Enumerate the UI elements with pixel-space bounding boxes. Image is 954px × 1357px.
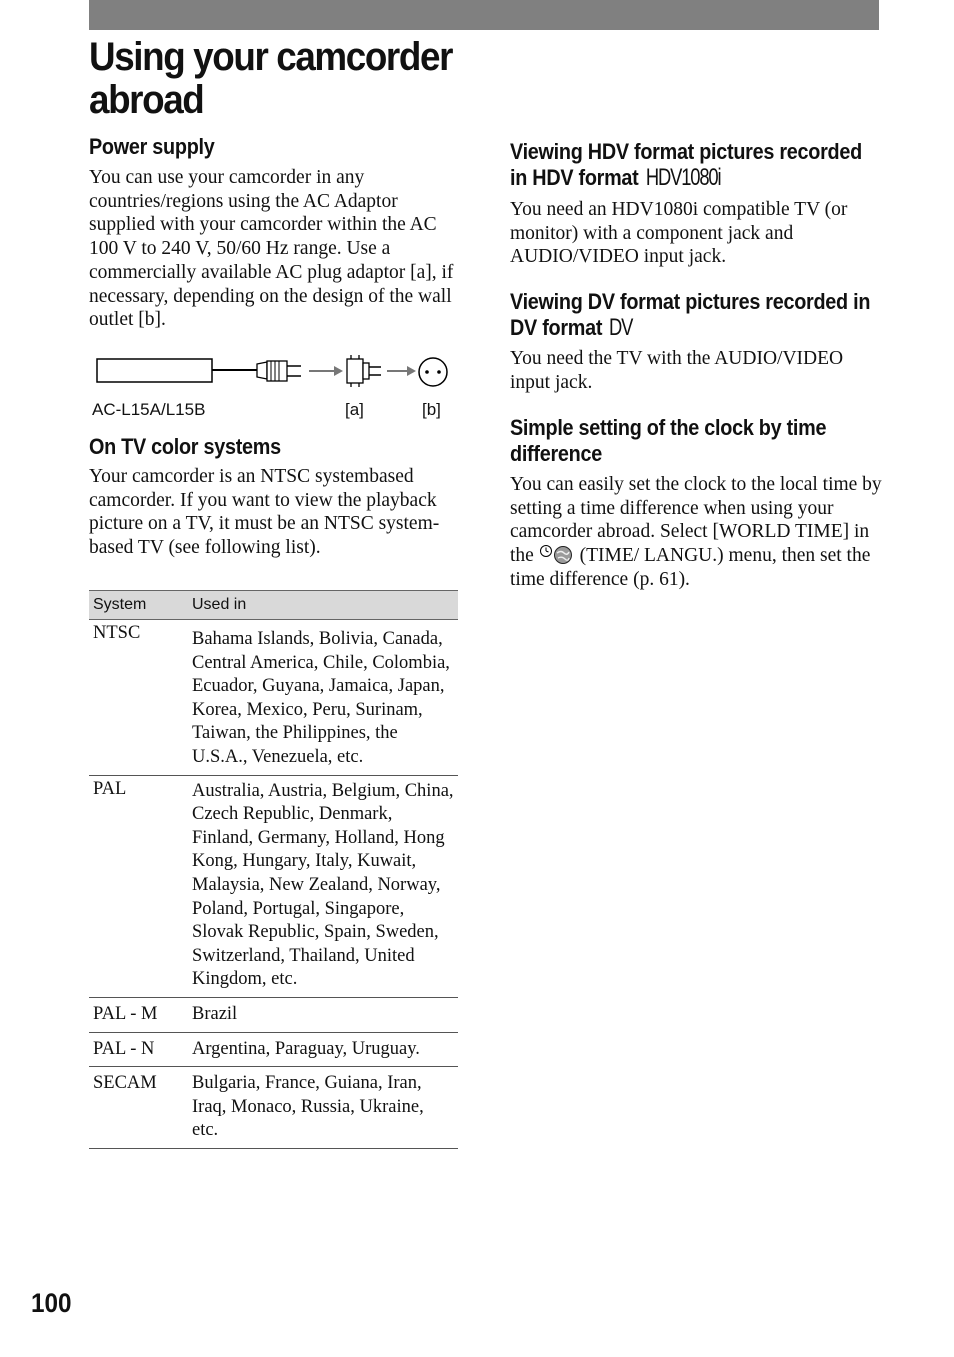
table-row <box>89 1032 458 1067</box>
power-supply-text: You can use your camcorder in any countries/regions using the AC Adaptor supplied with your camcorder within the AC 100 V to 240 V, 50/60 Hz range. Use a commercially available AC plug adaptor [a], if necessary, depending on the design of the wall outlet [b]. <box>89 167 454 331</box>
header-bar <box>89 0 879 30</box>
table-row <box>89 997 458 1032</box>
table-header-row <box>89 591 458 620</box>
clock-heading: Simple setting of the clock by time difference <box>510 415 827 466</box>
label-a: [a] <box>345 400 364 419</box>
hdv-text: You need an HDV1080i compatible TV (or monitor) with a component jack and AUDIO/VIDEO input jack. <box>510 199 848 268</box>
table-row <box>89 775 458 997</box>
used-in-cell: Brazil <box>188 997 458 1032</box>
clock-text-before: You can easily set the clock to the local time by setting a time difference when using your camcorder abroad. Select [WORLD TIME] in the <box>510 474 882 567</box>
clock-text <box>510 473 882 592</box>
color-systems-table <box>89 590 458 1149</box>
table-row <box>89 620 458 776</box>
adaptor-model-label: AC-L15A/L15B <box>92 400 206 419</box>
hdv1080i-icon: HDV1080i <box>645 164 721 191</box>
system-cell: NTSC <box>89 620 188 776</box>
power-supply-heading: Power supply <box>89 134 215 159</box>
col-header-used-in: Used in <box>188 591 458 620</box>
plug-diagram-graphic <box>89 350 459 398</box>
col-header-system: System <box>89 591 188 620</box>
page-title: Using your camcorder abroad <box>89 35 453 122</box>
dv-heading-text: Viewing DV format pictures recorded in DV format <box>510 289 871 340</box>
page-number: 100 <box>31 1288 72 1318</box>
used-in-cell: Bahama Islands, Bolivia, Canada, Central America, Chile, Colombia, Ecuador, Guyana, Jamaica, Japan, Korea, Mexico, Peru, Surinam, Taiwan, the Philippines, the U.S.A., Venezuela, etc. <box>188 620 458 776</box>
clock-text-after: (TIME/ LANGU.) menu, then set the time difference (p. 61). <box>510 545 871 590</box>
system-cell: PAL - N <box>89 1032 188 1067</box>
table-row <box>89 1067 458 1149</box>
system-cell: SECAM <box>89 1067 188 1149</box>
time-langu-menu-icon <box>539 544 575 564</box>
dv-text: You need the TV with the AUDIO/VIDEO input jack. <box>510 348 844 393</box>
hdv-heading-text: Viewing HDV format pictures recorded in HDV format <box>510 139 862 190</box>
used-in-cell: Australia, Austria, Belgium, China, Czech Republic, Denmark, Finland, Germany, Holland, Hong Kong, Hungary, Italy, Kuwait, Malaysia, New Zealand, Norway, Poland, Portugal, Singapore, Slovak Republic, Spain, Sweden, Switzerland, Thailand, United Kingdom, etc. <box>188 775 458 997</box>
dv-icon: DV <box>609 314 633 341</box>
dv-heading <box>510 289 879 341</box>
system-cell: PAL - M <box>89 997 188 1032</box>
system-cell: PAL <box>89 775 188 997</box>
tv-color-heading: On TV color systems <box>89 434 281 459</box>
plug-adaptor-diagram <box>89 350 459 430</box>
used-in-cell: Bulgaria, France, Guiana, Iran, Iraq, Monaco, Russia, Ukraine, etc. <box>188 1067 458 1149</box>
hdv-heading <box>510 139 879 191</box>
tv-color-text: Your camcorder is an NTSC systembased camcorder. If you want to view the playback picture on a TV, it must be an NTSC system-based TV (see following list). <box>89 466 440 559</box>
used-in-cell: Argentina, Paraguay, Uruguay. <box>188 1032 458 1067</box>
label-b: [b] <box>422 400 441 419</box>
